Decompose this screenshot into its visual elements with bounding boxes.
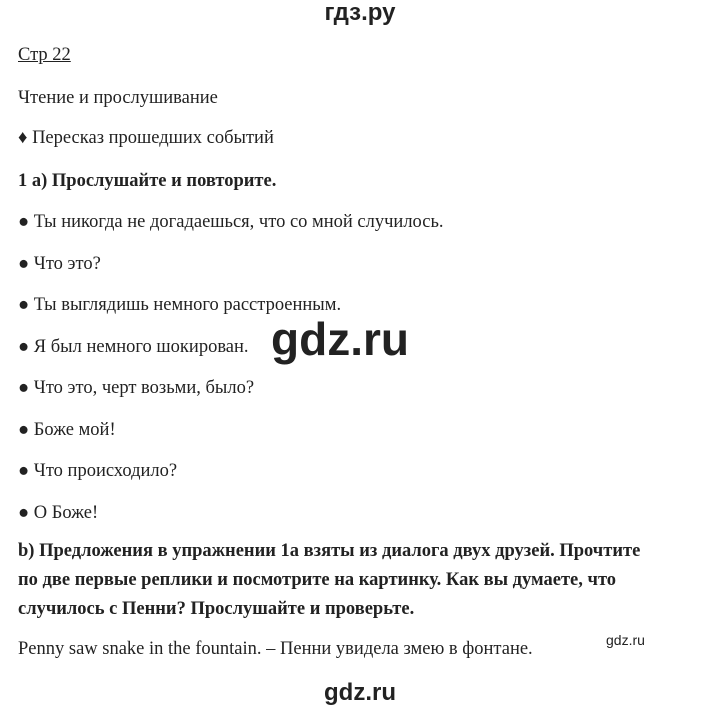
section-title: Чтение и прослушивание — [18, 88, 218, 108]
phrase-item: ● Ты никогда не догадаешься, что со мной случилось. — [18, 212, 444, 232]
site-header: гдз.ру — [324, 0, 396, 26]
phrase-item: ● Что это? — [18, 254, 101, 274]
phrase-item: ● Боже мой! — [18, 420, 116, 440]
phrase-item: ● Ты выглядишь немного расстроенным. — [18, 295, 342, 315]
page-reference: Стр 22 — [18, 45, 71, 65]
topic-line: ♦ Пересказ прошедших событий — [18, 128, 274, 148]
watermark-large: gdz.ru — [271, 313, 409, 365]
phrase-item: ● Я был немного шокирован. — [18, 337, 249, 357]
phrase-item: ● О Боже! — [18, 503, 99, 523]
watermark-small: gdz.ru — [606, 632, 645, 648]
task-a-heading: 1 a) Прослушайте и повторите. — [18, 171, 277, 191]
phrase-item: ● Что это, черт возьми, было? — [18, 378, 255, 398]
site-footer: gdz.ru — [324, 679, 396, 706]
phrase-item: ● Что происходило? — [18, 461, 178, 481]
task-b-paragraph: b) Предложения в упражнении 1а взяты из диалога двух друзей. Прочтите по две первые реплики и посмотрите на картинку. Как вы думаете, что случилось с Пенни? Прослушайте и проверьте. — [18, 541, 641, 619]
answer-line: Penny saw snake in the fountain. – Пенни увидела змею в фонтане. — [18, 639, 533, 659]
